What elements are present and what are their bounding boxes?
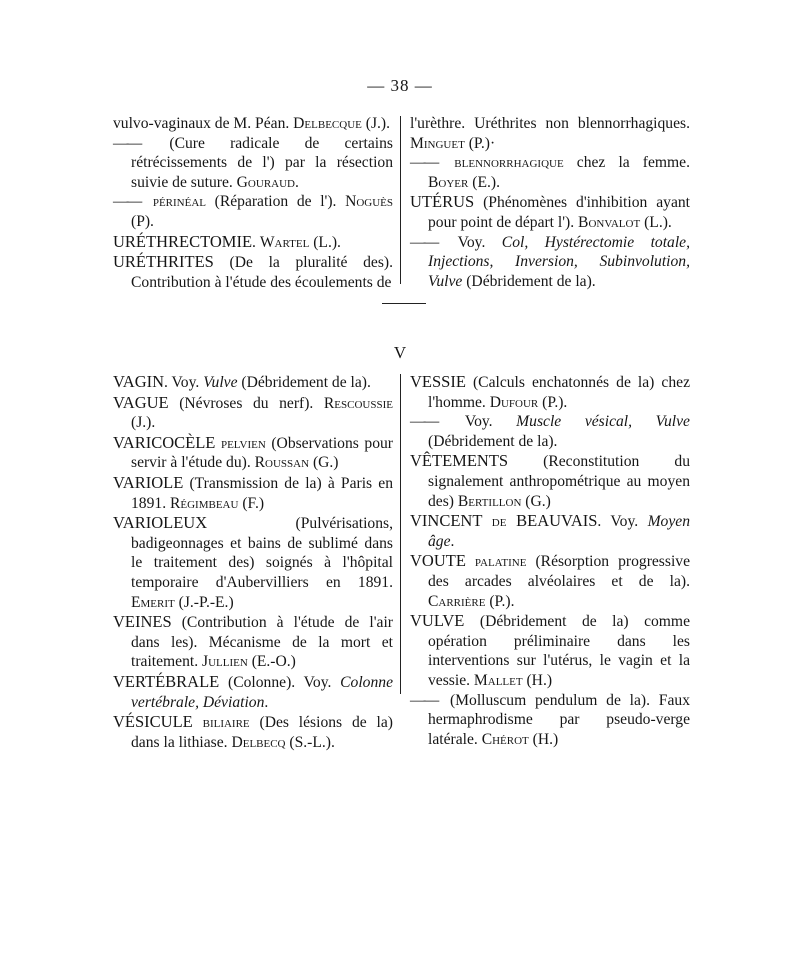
author-name: Rescoussie [323,394,393,412]
author-initials: (L.). [309,233,341,251]
entry-text: vulvo-vaginaux de M. Péan. [113,115,294,132]
entry-text: (Des lésions de la) dans la lithiase. [131,714,393,751]
author-initials: (Débridement de la). [237,374,371,391]
entry-qualifier: palatine [465,553,527,571]
author-initials: (P.)· [464,134,496,152]
author-initials: . [450,532,455,550]
index-entry [410,451,690,511]
author-name: Bonvalot [578,213,641,231]
bottom-right-column [410,372,690,749]
repeat-dash: —— [410,691,444,709]
index-entry [113,134,393,193]
author-initials: (P.). [485,592,515,610]
section-letter: V [393,343,407,362]
entry-text: (Débridement de la) comme opération préliminaire dans les interventions sur l'utérus, le vagin et la vessie. [428,613,690,689]
index-entry [113,672,393,712]
author-initials: (J.-P.-E.) [174,593,234,611]
index-entry [113,473,393,513]
index-entry [113,612,393,672]
author-name: Wartel [259,233,310,251]
index-entry [113,232,393,253]
bottom-left-column [113,372,393,752]
entry-headword: VÉSICULE [113,712,193,732]
repeat-dash: —— [113,134,164,152]
entry-headword: VULVE [410,611,465,631]
index-entry [410,412,690,451]
index-entry [410,233,690,292]
author-name: Jullien [202,653,248,671]
entry-text: (Résorption progressive des arcades alvéolaires et de la). [428,553,690,590]
entry-text: chez la femme. [563,154,690,172]
entry-reference: Moyen âge [428,513,690,550]
top-left-column [113,114,393,292]
entry-text: (De la pluralité des). Contribution à l'étude des écoulements de [131,254,393,291]
index-entry [113,114,393,134]
author-name: Gouraud [236,173,295,191]
entry-headword: VÊTEMENTS [410,451,509,471]
bottom-column-divider [400,374,401,694]
author-name: Roussan [254,454,310,472]
author-initials: (Débridement de la). [462,272,596,290]
entry-headword: UTÉRUS [410,192,475,212]
entry-text: (Réparation de l'). [206,193,346,211]
index-entry [113,433,393,473]
entry-text: Voy. [457,233,502,251]
entry-text: (Phénomènes d'inhibition ayant pour point de départ l'). [428,194,690,231]
top-right-column [410,114,690,291]
author-initials: . [295,173,299,191]
entry-text: (Névroses du nerf). [168,394,324,412]
entry-text: . Voy. [164,374,204,391]
entry-text: . [252,233,260,251]
author-name: Delbecque [293,115,362,132]
entry-headword: VARIOLE [113,472,184,492]
index-entry [410,691,690,750]
entry-qualifier: biliaire [192,714,250,732]
author-name: Minguet [410,134,465,152]
author-initials: (L.). [640,213,672,231]
author-name: Dufour [489,393,539,411]
author-name: Boyer [428,173,469,191]
entry-headword: VESSIE [410,372,466,391]
entry-headword: VOUTE [410,551,466,571]
entry-headword: URÉTHRITES [113,252,214,272]
index-entry [113,192,393,231]
author-initials: (S.-L.). [285,733,335,751]
author-initials: (G.) [309,454,339,472]
entry-text: (Molluscum pendulum de la). Faux hermaphrodisme par pseudo-verge latérale. [428,691,690,748]
author-initials: (F.) [238,494,265,512]
author-initials: (H.) [522,671,553,689]
entry-text: (Calculs enchatonnés de la) chez l'homme. [428,374,690,411]
author-initials: (P.). [538,393,568,411]
author-name: Emerit [131,593,175,611]
entry-text: Voy. [464,413,517,431]
index-entry [410,551,690,611]
index-entry [410,611,690,690]
repeat-dash: —— [113,193,147,211]
entry-headword: VAGUE [113,392,169,412]
entry-headword: VERTÉBRALE [113,671,220,691]
entry-headword: URÉTHRECTOMIE [113,231,253,251]
author-name: Chérot [481,730,529,748]
entry-headword: VINCENT [410,511,483,531]
author-initials: (J.). [361,115,391,132]
entry-reference: Col, Hystérectomie totale, Injections, Inversion, Subinvolution, Vulve [428,233,690,290]
entry-text: (Reconstitution du signalement anthropométrique au moyen des) [428,453,690,510]
entry-reference: Vulve [203,374,238,391]
entry-text: (Pulvérisations, badigeonnages et bains de sublimé dans le traitement des) soignés à l'hôpital temporaire d'Aubervilliers en 1891. [131,515,393,591]
author-initials: (E.-O.) [247,653,296,671]
author-name: Noguès [345,193,394,211]
index-entry [113,372,393,393]
top-column-divider [400,116,401,284]
author-initials: (G.) [521,492,551,510]
repeat-dash: —— [410,413,459,431]
entry-reference: Muscle vésical, Vulve [516,413,690,431]
index-entry [410,114,690,153]
index-entry [410,192,690,232]
author-initials: . [264,693,269,711]
author-name: Carrière [428,592,486,610]
author-initials: (E.). [468,173,500,191]
page-number: — 38 — [367,76,433,95]
author-name: Delbecq [231,733,286,751]
index-entry [410,153,690,192]
entry-qualifier: de [482,513,507,531]
entry-text: l'urèthre. Uréthrites non blennorrhagiques. [410,115,690,132]
index-entry [113,393,393,433]
index-entry [113,252,393,292]
author-name: Bertillon [457,492,522,510]
entry-qualifier: blennorrhagique [454,154,564,172]
section-separator [382,303,426,304]
entry-text: . Voy. [597,513,648,531]
repeat-dash: —— [410,154,449,172]
index-entry [410,372,690,412]
entry-headword-cont: BEAUVAIS [506,511,598,531]
entry-text: (Cure radicale de certains rétrécissements de l') par la résection suivie de suture. [131,134,393,191]
entry-headword: VARICOCÈLE [113,432,216,452]
author-name: Régimbeau [169,494,239,512]
entry-reference: Colonne vertébrale, Déviation [131,673,393,711]
entry-text: (Transmission de la) à Paris en 1891. [131,474,393,512]
entry-text: (Contribution à l'étude de l'air dans les). Mécanisme de la mort et traitement. [131,614,393,671]
index-entry [113,513,393,612]
entry-text: (Colonne). Voy. [219,673,341,691]
author-initials: (H.) [528,730,559,748]
entry-headword: VARIOLEUX [113,513,208,533]
entry-headword: VAGIN [113,372,165,391]
author-initials: (Débridement de la). [428,432,558,450]
index-entry [113,712,393,752]
entry-qualifier: pelvien [215,434,266,452]
entry-qualifier: périnéal [152,193,206,211]
author-initials: (P). [131,212,154,230]
repeat-dash: —— [410,233,452,251]
author-name: Mallet [473,671,523,689]
entry-headword: VEINES [113,612,172,632]
entry-text: (Observations pour servir à l'étude du). [131,434,394,472]
author-initials: (J.). [131,414,156,432]
index-entry [410,511,690,551]
